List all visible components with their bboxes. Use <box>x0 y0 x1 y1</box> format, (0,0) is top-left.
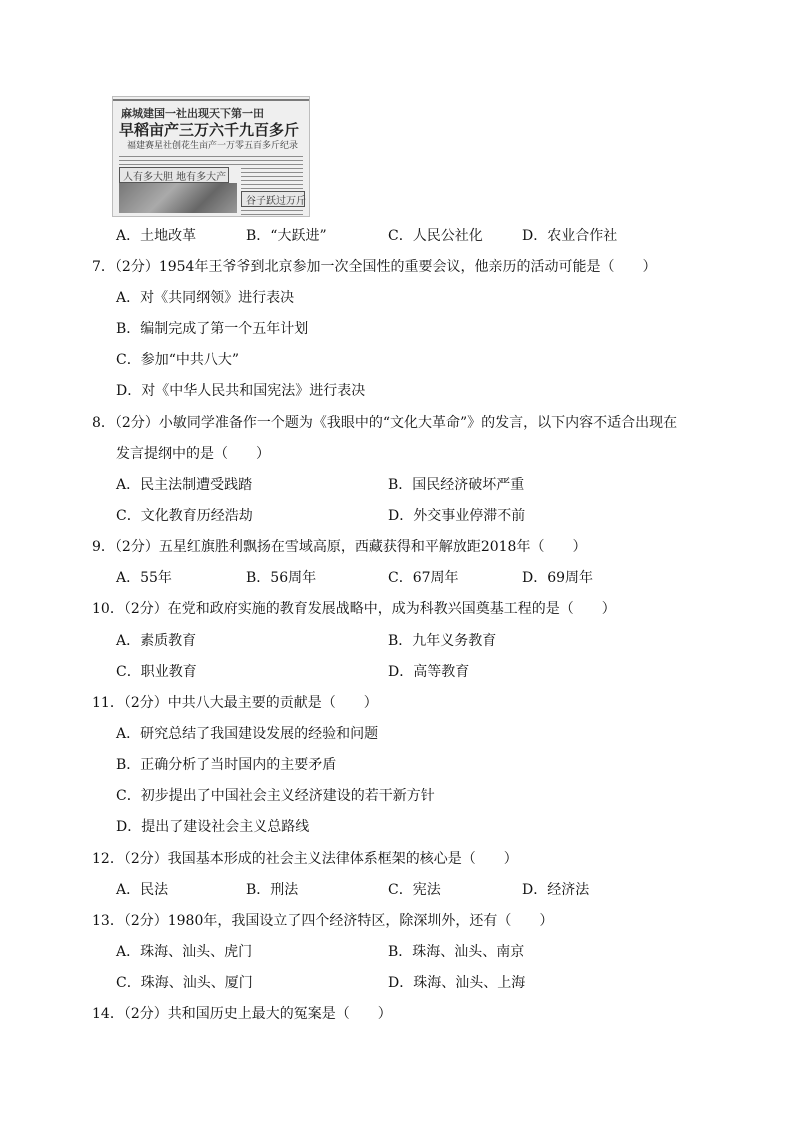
q13-option-d: D．珠海、汕头、上海 <box>388 975 526 991</box>
q12-option-a: A．民法 <box>116 882 169 898</box>
q8-option-d: D．外交事业停滞不前 <box>388 508 526 524</box>
clip-text-block-2 <box>241 167 303 189</box>
q10-option-a: A．素质教育 <box>116 633 197 649</box>
clip-banner-box <box>119 167 229 183</box>
q13-option-c: C．珠海、汕头、厦门 <box>116 975 253 991</box>
q9-option-c: C．67周年 <box>388 570 459 586</box>
q10-stem: 10．（2分）在党和政府实施的教育发展战略中，成为科教兴国奠基工程的是（ ） <box>92 601 616 617</box>
q12-option-d: D．经济法 <box>522 882 590 898</box>
q10-option-b: B．九年义务教育 <box>388 633 497 649</box>
clip-side-heading: 谷子跃过万斤 <box>246 196 306 207</box>
q7-option-a: A．对《共同纲领》进行表决 <box>116 290 295 306</box>
clip-text-block <box>119 153 303 165</box>
q11-option-a: A．研究总结了我国建设发展的经验和问题 <box>116 726 379 742</box>
clip-headline-3: 福建赛星社创花生亩产一万零五百多斤纪录 <box>127 141 299 151</box>
q13-option-a: A．珠海、汕头、虎门 <box>116 944 253 960</box>
q6-option-d: D．农业合作社 <box>522 228 618 244</box>
clip-photo <box>119 183 237 213</box>
clip-masthead-rule <box>113 99 309 101</box>
clip-headline-1: 麻城建国一社出现天下第一田 <box>121 107 264 120</box>
q11-stem: 11．（2分）中共八大最主要的贡献是（ ） <box>92 695 378 711</box>
q9-option-d: D．69周年 <box>522 570 594 586</box>
q6-option-a: A．土地改革 <box>116 228 197 244</box>
q6-option-b: B．“大跃进” <box>246 228 327 244</box>
q11-option-d: D．提出了建设社会主义总路线 <box>116 819 310 835</box>
q9-option-b: B．56周年 <box>246 570 317 586</box>
clip-headline-2: 早稻亩产三万六千九百多斤 <box>119 121 300 139</box>
newspaper-clipping-image <box>112 96 310 217</box>
clip-side-box <box>241 191 305 207</box>
q8-stem-line2: 发言提纲中的是（ ） <box>116 446 270 462</box>
q7-stem: 7．（2分）1954年王爷爷到北京参加一次全国性的重要会议，他亲历的活动可能是（ ） <box>92 259 657 275</box>
q8-option-a: A．民主法制遭受践踏 <box>116 477 253 493</box>
q13-stem: 13．（2分）1980年，我国设立了四个经济特区，除深圳外，还有（ ） <box>92 913 554 929</box>
q9-stem: 9．（2分）五星红旗胜利飘扬在雪域高原，西藏获得和平解放距2018年（ ） <box>92 539 587 555</box>
q8-stem-line1: 8．（2分）小敏同学准备作一个题为《我眼中的“文化大革命”》的发言，以下内容不适合出现在 <box>92 415 678 431</box>
q8-option-c: C．文化教育历经浩劫 <box>116 508 253 524</box>
q14-stem: 14．（2分）共和国历史上最大的冤案是（ ） <box>92 1006 392 1022</box>
q10-option-c: C．职业教育 <box>116 664 197 680</box>
clip-text-block-3 <box>241 207 303 215</box>
q13-option-b: B．珠海、汕头、南京 <box>388 944 525 960</box>
q12-option-b: B．刑法 <box>246 882 299 898</box>
q7-option-d: D．对《中华人民共和国宪法》进行表决 <box>116 383 366 399</box>
q9-option-a: A．55年 <box>116 570 172 586</box>
q7-option-b: B．编制完成了第一个五年计划 <box>116 321 309 337</box>
clip-banner: 人有多大胆 地有多大产 <box>123 172 227 183</box>
q12-stem: 12．（2分）我国基本形成的社会主义法律体系框架的核心是（ ） <box>92 851 518 867</box>
q12-option-c: C．宪法 <box>388 882 441 898</box>
q7-option-c: C．参加“中共八大” <box>116 352 240 368</box>
q6-option-c: C．人民公社化 <box>388 228 483 244</box>
q11-option-c: C．初步提出了中国社会主义经济建设的若干新方针 <box>116 788 435 804</box>
q10-option-d: D．高等教育 <box>388 664 470 680</box>
q11-option-b: B．正确分析了当时国内的主要矛盾 <box>116 757 337 773</box>
q8-option-b: B．国民经济破坏严重 <box>388 477 525 493</box>
